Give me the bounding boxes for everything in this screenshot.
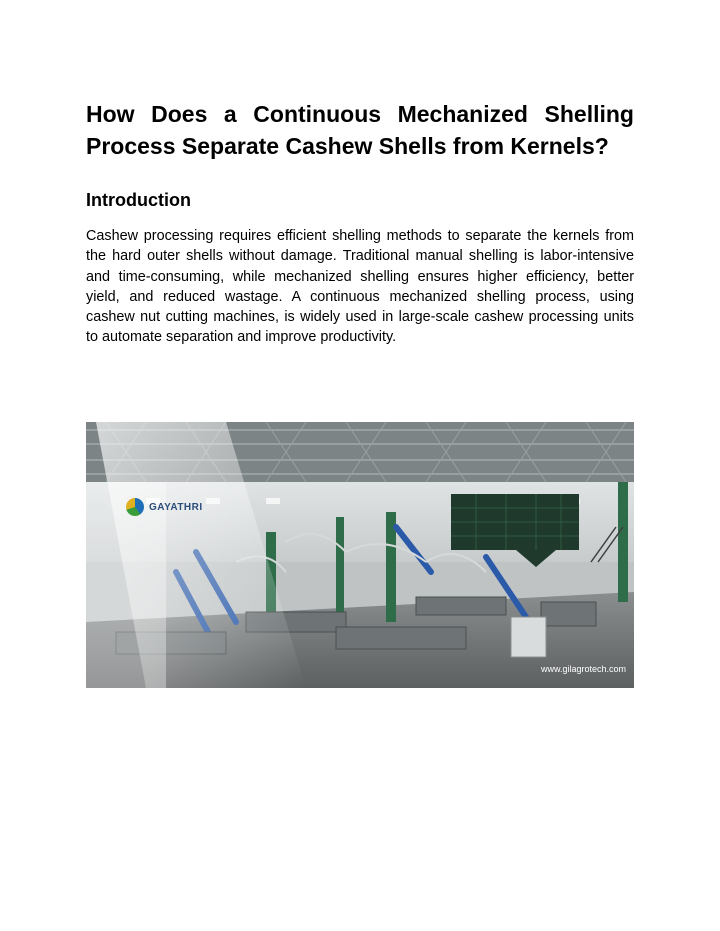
factory-illustration	[86, 422, 634, 688]
photo-watermark: www.gilagrotech.com	[540, 664, 626, 674]
logo-text: GAYATHRI	[149, 501, 203, 513]
company-logo	[126, 498, 203, 516]
factory-photo	[86, 422, 634, 688]
section-heading-introduction: Introduction	[86, 190, 191, 210]
document-body	[86, 98, 634, 348]
logo-mark-icon	[126, 498, 144, 516]
document-title: How Does a Continuous Mechanized Shelling Process Separate Cashew Shells from Kernels?	[86, 101, 634, 159]
intro-paragraph: Cashew processing requires efficient shelling methods to separate the kernels from the hard outer shells without damage. Traditional manual shelling is labor-intensive and time-consuming, while mechanized shelling ensures higher efficiency, better yield, and reduced wastage. A continuous mechanized shelling process, using cashew nut cutting machines, is widely used in large-scale cashew processing units to automate separation and improve productivity.	[86, 228, 634, 346]
